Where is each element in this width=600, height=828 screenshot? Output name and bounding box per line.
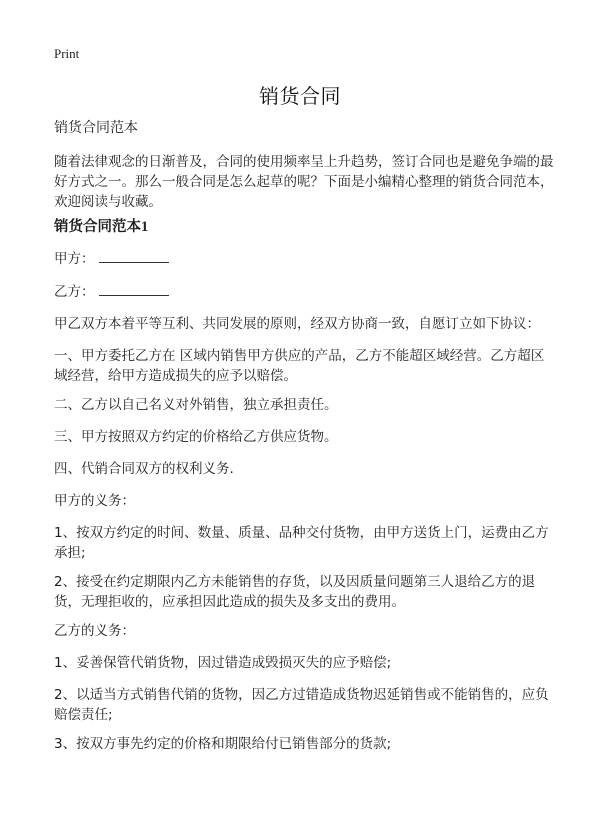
party-b-duties-heading: 乙方的义务： [54,623,135,639]
party-b-duty-item: 1、妥善保管代销货物，因过错造成毁损灭失的应予赔偿; [54,655,392,671]
clause-4: 四、代销合同双方的权利义务. [54,461,234,477]
document-title: 销货合同 [259,84,341,108]
party-b-line [54,282,554,302]
party-b-duty-item: 3、按双方事先约定的价格和期限给付已销售部分的货款; [54,736,392,752]
clause-1: 一、甲方委托乙方在 区域内销售甲方供应的产品，乙方不能超区域经营。乙方超区域经营，给甲方造成损失的应予以赔偿。 [54,348,545,384]
party-b-blank [99,282,169,296]
document-subtitle: 销货合同范本 [54,120,138,136]
print-link[interactable]: Print [54,46,80,61]
agreement-paragraph: 甲乙双方本着平等互利、共同发展的原则，经双方协商一致，自愿订立如下协议： [54,316,540,332]
party-a-duties-heading: 甲方的义务： [54,493,135,509]
clause-3: 三、甲方按照双方约定的价格给乙方供应货物。 [54,429,338,445]
party-b-label: 乙方： [54,284,95,300]
section-heading: 销货合同范本1 [54,219,149,235]
party-a-duty-item: 1、按双方约定的时间、数量、质量、品种交付货物，由甲方送货上门，运费由乙方承担; [54,525,549,561]
party-a-label: 甲方： [54,251,95,267]
party-b-duty-item: 2、以适当方式销售代销的货物，因乙方过错造成货物迟延销售或不能销售的，应负赔偿责任; [54,687,549,723]
clause-2: 二、乙方以自己名义对外销售，独立承担责任。 [54,397,338,413]
party-a-line [54,249,554,269]
party-a-blank [99,249,169,263]
intro-paragraph: 随着法律观念的日渐普及，合同的使用频率呈上升趋势，签订合同也是避免争端的最好方式之一。那么一般合同是怎么起草的呢？下面是小编精心整理的销货合同范本，欢迎阅读与收藏。 [54,154,554,210]
party-a-duty-item: 2、接受在约定期限内乙方未能销售的存货，以及因质量问题第三人退给乙方的退货，无理拒收的，应承担因此造成的损失及多支出的费用。 [54,574,536,610]
